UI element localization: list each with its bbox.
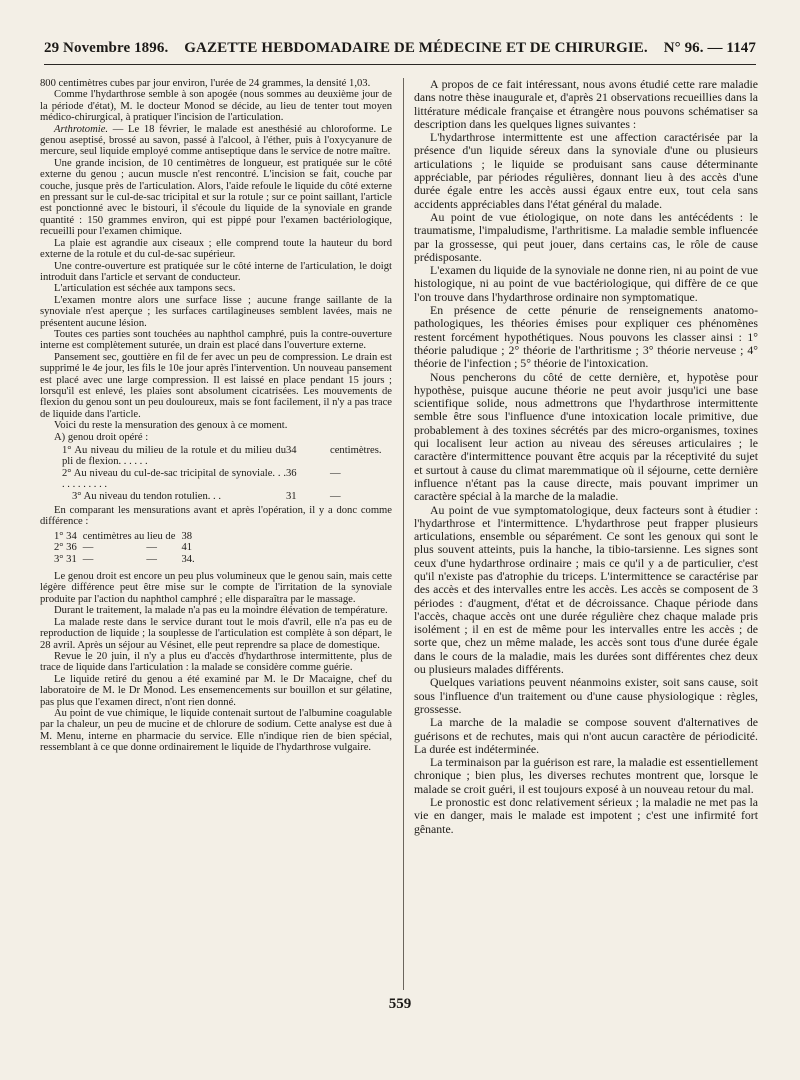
measure-value: 34 [286, 445, 297, 456]
paragraph: La malade reste dans le service durant tout le mois d'avril, elle n'a pas eu de reproduction de liquide ; la souplesse de l'articulation est complète à son départ, le 28 avril. Après un séjour au Vésinet, elle peut reprendre sa place de domestique. [40, 616, 392, 651]
compare-before: 34. [181, 553, 195, 565]
measurement-table [40, 445, 392, 502]
paragraph: La terminaison par la guérison est rare, la maladie est essentiellement chronique ; bien plus, les diverses rechutes montrent que, lorsque le malade se croit guéri, il est toujours exposé à un nouveau retour du mal. [414, 755, 758, 796]
paragraph: Toutes ces parties sont touchées au naphthol camphré, puis la contre-ouverture interne est complètement suturée, un drain est placé dans l'ouverture externe. [40, 328, 392, 352]
paragraph: Au point de vue étiologique, on note dans les antécédents : le traumatisme, l'impaludisme, l'arthritisme. La maladie semble influencée par la grossesse, qui peut jouer, dans certains cas, le rôle de cause prédisposante. [414, 209, 758, 264]
paragraph: Pansement sec, gouttière en fil de fer avec un peu de compression. Le drain est supprimé le 4e jour, les fils le 10e jour après l'intervention. Un nouveau pansement est placé avec une large compression. Il est laissé en place pendant 15 jours ; lorsqu'il est enlevé, les plaies sont absolument cicatrisées. Les mouvements de flexion du genou sont un peu douloureux, mais se font facilement, il n'y a pas trace de liquide dans l'article. [40, 351, 392, 420]
paragraph: Le genou droit est encore un peu plus volumineux que le genou sain, mais cette légère différence peut être mise sur le compte de l'irritation de la synoviale produite par l'action du naphthol camphré ; elle disparaîtra par le massage. [40, 571, 392, 605]
paragraph: L'examen du liquide de la synoviale ne donne rien, ni au point de vue histologique, ni au point de vue bactériologique, qui diffère de ce que l'on trouve dans l'hydarthrose ordinaire non symptomatique. [414, 263, 758, 304]
table-row [54, 531, 201, 542]
paragraph: Le liquide retiré du genou a été examiné par M. le Dr Macaigne, chef du laboratoire de M. le Dr Monod. Les ensemencements sur bouillon et sur gélatine, pas plus que l'examen direct, n'ont rien donné. [40, 673, 392, 708]
paragraph: A) genou droit opéré : [54, 431, 149, 443]
header-journal-title: GAZETTE HEBDOMADAIRE DE MÉDECINE ET DE CHIRURGIE. [184, 40, 648, 56]
measure-unit: centimètres. [330, 445, 382, 456]
measure-label: 1° Au niveau du milieu de la rotule et du milieu du pli de flexion. . . . . . [62, 445, 286, 468]
compare-text: — — [82, 542, 157, 554]
paragraph: Au point de vue chimique, le liquide contenait surtout de l'albumine coagulable par la chaleur, un peu de mucine et de chlorure de sodium. Cette analyse est due à M. Menu, interne en pharmacie du service. Elle n'indique rien de bien spécial, ressemblant à ce que donne ordinairement le liquide de l'hydarthrose vulgaire. [40, 707, 392, 754]
page-number: 559 [388, 996, 412, 1012]
left-column [40, 78, 392, 754]
header-date: 29 Novembre 1896. [44, 40, 169, 56]
table-row [40, 468, 392, 491]
paragraph: Durant le traitement, la malade n'a pas eu la moindre élévation de température. [54, 605, 388, 617]
compare-text: centimètres au lieu de [82, 530, 176, 542]
running-header [44, 40, 756, 66]
paragraph: Au point de vue symptomatologique, deux facteurs sont à étudier : l'hydarthrose et l'intermittence. L'hydarthrose peut frapper plusieurs articulations, ensemble ou séparément. Ce sont les genoux qui sont le plus souvent atteints, puis la hanche, la tibio-tarsienne. Les signes sont ceux d'une hydarthrose ordinaire ; mais ce qu'il y a de particulier, c'est qu'il n'existe pas d'atrophie du triceps. L'intermittence se caractérise par des accès et des intervalles entre les accès. Les accès se composent de 3 périodes : d'augment, d'état et de décroissance. Chaque période dans l'accès, chaque accès ont une durée régulière chez chaque malade pris isolément ; il en est de même pour les intervalles entre les accès ; de sorte que, chez un même malade, les accès sont tous d'une durée égale dans le cours de la maladie, mais les durées sont différentes chez deux ou plusieurs malades différents. [414, 502, 758, 677]
compare-before: 38 [181, 530, 193, 542]
paragraph: Quelques variations peuvent néanmoins exister, soit sans cause, soit sous l'influence d'un traitement ou d'une cause physiologique : règles, grossesse. [414, 675, 758, 716]
measure-value: 36 [286, 467, 297, 479]
paragraph: Une contre-ouverture est pratiquée sur le côté interne de l'articulation, le doigt introduit dans l'article et servant de conducteur. [40, 260, 392, 283]
comparison-table [54, 531, 201, 565]
compare-after: 3° 31 [54, 553, 77, 565]
paragraph: Une grande incision, de 10 centimètres de longueur, est pratiquée sur le côté externe du genou ; aucun muscle n'est rencontré. L'incision se fait, couche par couche, jusque près de l'articulation. Alors, l'aide refoule le liquide du côté externe en pressant sur le cul-de-sac tricipital et sur la rotule ; sur ce point saillant, l'article est ponctionné avec le bistouri, il s'écoule du liquide de la synoviale en grande quantité : 150 grammes environ, qui est pippé pour l'examen bactériologique, recueilli pour l'examen chimique. [40, 157, 392, 238]
table-row [40, 445, 392, 468]
paragraph: La marche de la maladie se compose souvent d'alternatives de guérisons et de rechutes, mais qui n'ont aucun caractère de périodicité. La durée est indéterminée. [414, 715, 758, 756]
measure-unit: — [330, 467, 341, 479]
paragraph: Nous pencherons du côté de cette dernière, et, hypotèse pour hypothèse, puisque aucune théorie ne peut avoir jusqu'ici une base scientifique solide, nous admettrons que l'hydarthrose intermittente semble être sous l'influence d'une intoxication locale primitive, due probablement à des toxines sécrétés par des micro-organismes, toxines qui localisent leur action au niveau des séreuses articulaires ; le caractère d'intermittence pouvant être acquis par la réceptivité du sujet et surtout à cause du climat maremmatique où il séjourne, cette dernière influence n'étant pas la cause directe, mais pouvant imprimer un caractère spécial à la marche de la maladie. [414, 369, 758, 504]
paragraph: Revue le 20 juin, il n'y a plus eu d'accès d'hydarthrose intermittente, plus de trace de liquide dans l'articulation : la malade se considère comme guérie. [40, 650, 392, 674]
paragraph: Voici du reste la mensuration des genoux à ce moment. [54, 420, 288, 432]
measure-label: 3° Au niveau du tendon rotulien. . . [72, 490, 221, 502]
right-column [414, 78, 758, 836]
paragraph: L'examen montre alors une surface lisse ; aucune frange saillante de la synoviale n'est aperçue ; les surfaces cartilagineuses semblent lavées, mais ne présentent aucune lésion. [40, 294, 392, 329]
measure-value: 31 [286, 490, 297, 502]
column-divider [403, 78, 404, 990]
paragraph: 800 centimètres cubes par jour environ, l'urée de 24 grammes, la densité 1,03. [40, 78, 371, 89]
measure-label: 2° Au niveau du cul-de-sac tricipital de synoviale. . . . . . . . . . . . [62, 467, 286, 491]
compare-text: — — [82, 553, 157, 565]
compare-after: 2° 36 [54, 542, 77, 554]
header-rule [44, 64, 756, 65]
paragraph: L'hydarthrose intermittente est une affection caractérisée par la présence d'un liquide séreux dans la synoviale d'une ou plusieurs articulations ; le liquide se produisant sans cause déterminante appréciable, par périodes régulières, donnant lieu à des accès d'une durée égale entre les accès aussi égaux entre eux, tout cela sans accidents appréciables dans l'état général du malade. [414, 130, 758, 211]
paragraph-text: — Le 18 février, le malade est anesthésié au chloroforme. Le genou aseptisé, brossé au savon, passé à l'alcool, à l'éther, puis à l'oxycyanure de mercure, seul liquide employé comme antiseptique dans le service de notre maître. [40, 123, 392, 158]
compare-before: 41 [181, 542, 193, 554]
paragraph: Comme l'hydarthrose semble à son apogée (nous sommes au deuxième jour de la période d'état), M. le docteur Monod se décide, au lieu de tenter tout moyen médico-chirurgical, à pratiquer l'incision de l'articulation. [40, 89, 392, 124]
table-row [40, 491, 392, 502]
section-label: Arthrotomie. [54, 123, 109, 135]
table-row [54, 542, 201, 553]
paragraph [40, 124, 392, 158]
measure-unit: — [330, 490, 341, 502]
paragraph: La plaie est agrandie aux ciseaux ; elle comprend toute la hauteur du bord externe de la rotule et du cul-de-sac supérieur. [40, 237, 392, 261]
paragraph: En présence de cette pénurie de renseignements anatomo-pathologiques, les théories émises pour expliquer ces phénomènes restent forcément hypothétiques. Nous pouvons les classer ainsi : 1° théorie paludique ; 2° théorie de l'arthritisme ; 3° théorie nerveuse ; 4° théorie de l'infection ; 5° théorie de l'intoxication. [414, 303, 758, 371]
table-row [54, 554, 201, 565]
compare-after: 1° 34 [54, 530, 77, 542]
paragraph: L'articulation est séchée aux tampons secs. [54, 283, 236, 295]
paragraph: En comparant les mensurations avant et après l'opération, il y a donc comme différence : [40, 505, 392, 528]
paragraph: Le pronostic est donc relativement sérieux ; la maladie ne met pas la vie en danger, mais le malade est impotent ; c'est une infirmité fort gênante. [414, 795, 758, 836]
header-issue-number: N° 96. — 1147 [663, 40, 756, 56]
paragraph: A propos de ce fait intéressant, nous avons étudié cette rare maladie dans notre thèse inaugurale et, d'après 21 observations recueillies dans la littérature médicale française et étrangère nous pouvons schématiser sa description dans les quelques lignes suivantes : [414, 77, 758, 131]
